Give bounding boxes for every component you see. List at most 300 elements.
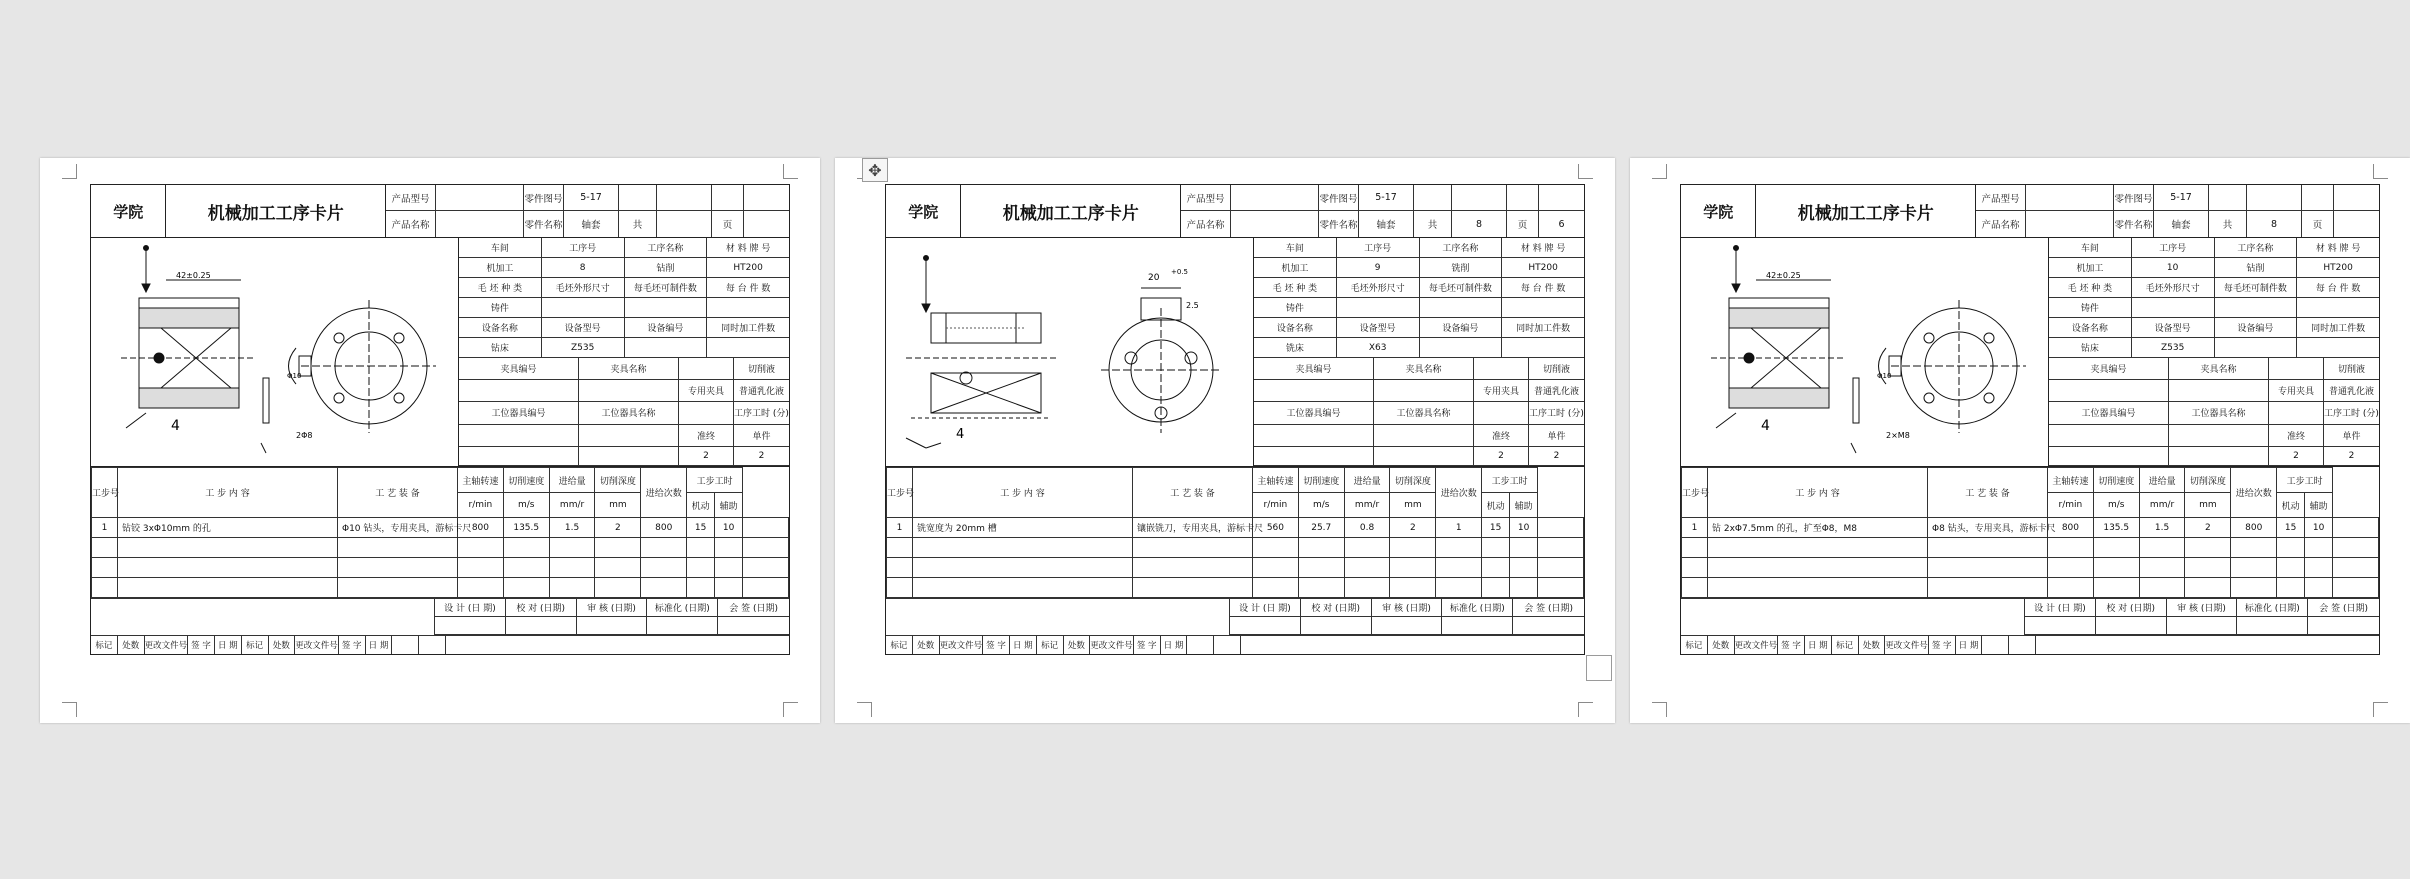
signature-grid: [1230, 599, 1584, 635]
step-no: 1: [887, 518, 913, 538]
revision-label: 更改文件号: [145, 636, 189, 654]
card-title: 机械加工工序卡片: [1756, 185, 1976, 237]
tooling-grid: [1254, 358, 1584, 466]
info-cell: 设备型号: [542, 318, 625, 337]
revision-label: 日 期: [1010, 636, 1037, 654]
info-cell: 钻床: [2049, 338, 2132, 357]
cell: [2333, 578, 2379, 598]
part-name: 轴套: [1359, 211, 1414, 237]
total-pages-label: 共: [2209, 211, 2247, 237]
unit: r/min: [1253, 493, 1299, 518]
col-step-no: 工步号: [1682, 468, 1708, 518]
info-row: [459, 338, 789, 358]
cell: [2093, 578, 2139, 598]
info-cell: Z535: [2132, 338, 2215, 357]
cell: [1682, 578, 1708, 598]
info-row: [2049, 278, 2379, 298]
cell: [506, 617, 577, 635]
unit: mm: [2185, 493, 2231, 518]
revision-label: 日 期: [1161, 636, 1188, 654]
cell: [1682, 538, 1708, 558]
cell: [458, 578, 504, 598]
table-row: [887, 518, 1584, 538]
col-time: 工步工时: [687, 468, 743, 493]
header-grid: [1976, 185, 2379, 237]
part-drawing: [1681, 238, 2048, 466]
step-machine: 15: [1482, 518, 1510, 538]
info-cell: [707, 338, 789, 357]
cell: [1681, 599, 2025, 635]
process-card: [885, 184, 1585, 655]
info-row: [1254, 318, 1584, 338]
cell: [2231, 558, 2277, 578]
cell: [2269, 358, 2324, 380]
cell: [1253, 578, 1299, 598]
crop-mark: [2373, 702, 2388, 717]
info-cell: HT200: [2323, 262, 2353, 273]
cell: [2036, 636, 2379, 654]
cell: [1474, 402, 1529, 424]
cell: [743, 578, 789, 598]
process-card: [90, 184, 790, 655]
document-page[interactable]: [1630, 158, 2410, 723]
process-info: [459, 238, 789, 466]
info-cell: HT200: [733, 262, 763, 273]
revision-label: 日 期: [215, 636, 242, 654]
revision-label: 标记: [242, 636, 269, 654]
signature-label: 设 计 (日 期): [435, 599, 506, 617]
info-cell: [1420, 298, 1503, 317]
part-name-label: 零件名称: [524, 211, 564, 237]
info-cell: 毛坯外形尺寸: [1337, 278, 1420, 297]
info-cell: [2215, 338, 2298, 357]
cell: [1374, 425, 1474, 447]
info-cell: 车间: [2049, 238, 2132, 257]
signature-label: 会 签 (日期): [2308, 599, 2379, 617]
table-row: [1682, 538, 2379, 558]
cell: [549, 558, 595, 578]
signature-label: 标准化 (日期): [647, 599, 718, 617]
cell: [2308, 617, 2379, 635]
cell: [2185, 538, 2231, 558]
cell: [435, 617, 506, 635]
cell: [2139, 558, 2185, 578]
info-cell: 工序名称: [1420, 238, 1503, 257]
cell: [1708, 578, 1928, 598]
cell: [92, 558, 118, 578]
step-machine: 15: [2277, 518, 2305, 538]
product-model: [1231, 185, 1319, 211]
cell: [2009, 636, 2036, 654]
step-equipment: Φ10 钻头，专用夹具，游标卡尺: [338, 518, 458, 538]
part-drawing: [886, 238, 1253, 466]
drawing-area: [1681, 238, 2049, 466]
cell: [913, 538, 1133, 558]
cell: [1474, 358, 1529, 380]
cell: [641, 558, 687, 578]
document-page[interactable]: [40, 158, 820, 723]
revision-label: 处数: [1708, 636, 1735, 654]
cell: [2209, 185, 2247, 211]
cell: [2305, 578, 2333, 598]
product-model: [2026, 185, 2114, 211]
cell: [687, 578, 715, 598]
info-cell: [2297, 338, 2379, 357]
cell: [2048, 538, 2094, 558]
info-cell: [2132, 298, 2215, 317]
info-cell: 每毛坯可制件数: [2215, 278, 2298, 297]
unit: r/min: [2048, 493, 2094, 518]
signature-label: 校 对 (日期): [2096, 599, 2167, 617]
fixture-name-label: 夹具名称: [579, 358, 679, 380]
part-no: 5-17: [564, 185, 619, 211]
card-header: [91, 185, 789, 238]
cell: [2277, 538, 2305, 558]
drawing-area: [91, 238, 459, 466]
unit: mm/r: [549, 493, 595, 518]
crop-mark: [1578, 164, 1593, 179]
info-cell: 8: [542, 258, 625, 277]
cell: [1507, 185, 1539, 211]
cell: [1372, 617, 1443, 635]
step-feed: 1.5: [2139, 518, 2185, 538]
part-name-label: 零件名称: [1319, 211, 1359, 237]
coolant-label: 切削液: [734, 358, 789, 380]
col-depth: 切削深度: [595, 468, 641, 493]
total-pages-label: 共: [619, 211, 657, 237]
cell: [2049, 380, 2169, 402]
signature-label: 审 核 (日期): [2167, 599, 2238, 617]
cell: [2139, 578, 2185, 598]
prep-time-value: 2: [1474, 447, 1529, 466]
info-cell: 同时加工件数: [2311, 324, 2366, 334]
revision-label: 处数: [118, 636, 145, 654]
info-cell: 每 台 件 数: [725, 284, 771, 294]
cell: [1436, 558, 1482, 578]
coolant-label: 切削液: [2324, 358, 2379, 380]
step-depth: 2: [595, 518, 641, 538]
total-pages-label: 共: [1414, 211, 1452, 237]
cell: [2231, 538, 2277, 558]
step-passes: 800: [2231, 518, 2277, 538]
cell: [1928, 538, 2048, 558]
info-cell: [1420, 338, 1503, 357]
col-cut-speed: 切削速度: [2093, 468, 2139, 493]
col-equipment: 工 艺 装 备: [338, 468, 458, 518]
total-pages: 8: [2247, 211, 2302, 237]
part-no: 5-17: [2154, 185, 2209, 211]
info-cell: 机加工: [459, 258, 542, 277]
info-cell: 设备编号: [1420, 318, 1503, 337]
cell: [913, 558, 1133, 578]
product-model-label: 产品型号: [1181, 185, 1231, 211]
cell: [419, 636, 446, 654]
step-cut-speed: 25.7: [1298, 518, 1344, 538]
info-cell: 工序号: [1337, 238, 1420, 257]
product-name: [2026, 211, 2114, 237]
steps-table: [1681, 467, 2379, 598]
cell: [2269, 402, 2324, 424]
col-passes: 进给次数: [1436, 468, 1482, 518]
part-drawing: [91, 238, 458, 466]
revision-label: 更改文件号: [1090, 636, 1134, 654]
drawing-area: [886, 238, 1254, 466]
signature-label: 会 签 (日期): [1513, 599, 1584, 617]
table-row: [1682, 558, 2379, 578]
cell: [715, 578, 743, 598]
unit-time-value: 2: [2324, 447, 2379, 466]
cell: [1344, 558, 1390, 578]
info-row: [2049, 298, 2379, 318]
info-cell: 钻床: [459, 338, 542, 357]
info-cell: HT200: [1528, 262, 1558, 273]
table-move-handle-icon[interactable]: ✥: [862, 158, 888, 182]
info-cell: [2215, 298, 2298, 317]
table-row: [92, 518, 789, 538]
cell: [1513, 617, 1584, 635]
cell: [459, 380, 579, 402]
table-header: [887, 468, 1584, 493]
drawing-note: 4: [956, 427, 965, 442]
info-cell: 毛坯外形尺寸: [542, 278, 625, 297]
info-row: [2049, 338, 2379, 358]
info-cell: 设备型号: [1337, 318, 1420, 337]
cell: [595, 578, 641, 598]
cell: [887, 558, 913, 578]
info-row: [459, 298, 789, 318]
info-cell: 工序名称: [2215, 238, 2298, 257]
col-content: 工 步 内 容: [1708, 468, 1928, 518]
total-pages: 8: [1452, 211, 1507, 237]
info-cell: 机加工: [1254, 258, 1337, 277]
col-feed: 进给量: [2139, 468, 2185, 493]
signature-label: 校 对 (日期): [1301, 599, 1372, 617]
revision-label: 签 字: [339, 636, 366, 654]
page-number: [744, 211, 789, 237]
prep-time-value: 2: [679, 447, 734, 466]
cell: [1538, 558, 1584, 578]
col-aux: 辅助: [1510, 493, 1538, 518]
coolant-value: 普通乳化液: [734, 380, 789, 402]
cell: [1482, 578, 1510, 598]
revision-label: 日 期: [366, 636, 393, 654]
signature-label: 标准化 (日期): [1442, 599, 1513, 617]
signature-grid: [2025, 599, 2379, 635]
steps-table: [886, 467, 1584, 598]
info-cell: 每 台 件 数: [1520, 284, 1566, 294]
unit: m/s: [2093, 493, 2139, 518]
cell: [118, 558, 338, 578]
header-grid: [1181, 185, 1584, 237]
col-machine: 机动: [687, 493, 715, 518]
info-cell: 设备名称: [2049, 318, 2132, 337]
cell: [1390, 558, 1436, 578]
cell: [2049, 425, 2169, 447]
part-no: 5-17: [1359, 185, 1414, 211]
tool-no-label: 工位器具编号: [2049, 402, 2169, 424]
document-page[interactable]: [835, 158, 1615, 723]
cell: [92, 578, 118, 598]
info-cell: 钻削: [625, 258, 708, 277]
revision-label: 标记: [1681, 636, 1708, 654]
process-card: [1680, 184, 2380, 655]
drawing-note: 4: [1761, 418, 1770, 434]
unit: mm/r: [2139, 493, 2185, 518]
cell: [1708, 558, 1928, 578]
revision-label: 日 期: [1956, 636, 1983, 654]
revision-label: 更改文件号: [1885, 636, 1929, 654]
dim-c: Φ10: [1877, 372, 1892, 380]
info-cell: 10: [2132, 258, 2215, 277]
tool-no-label: 工位器具编号: [1254, 402, 1374, 424]
table-row: [92, 538, 789, 558]
cell: [338, 538, 458, 558]
dim-b: +0.5: [1171, 268, 1188, 276]
info-cell: 毛坯外形尺寸: [2132, 278, 2215, 297]
info-cell: 设备型号: [2132, 318, 2215, 337]
info-cell: 铣削: [1420, 258, 1503, 277]
cell: [641, 578, 687, 598]
cell: [1414, 185, 1452, 211]
tool-name-label: 工位器具名称: [579, 402, 679, 424]
dim-b: 2Φ8: [296, 431, 313, 440]
cell: [579, 447, 679, 466]
cell: [619, 185, 657, 211]
cell: [743, 518, 789, 538]
step-equipment: Φ8 钻头，专用夹具，游标卡尺: [1928, 518, 2048, 538]
info-cell: 设备名称: [459, 318, 542, 337]
cell: [715, 558, 743, 578]
info-cell: 铣床: [1254, 338, 1337, 357]
cell: [1374, 380, 1474, 402]
card-body: [1681, 238, 2379, 467]
info-cell: 工序号: [2132, 238, 2215, 257]
signature-grid: [435, 599, 789, 635]
part-name: 轴套: [2154, 211, 2209, 237]
revision-label: 签 字: [983, 636, 1010, 654]
cell: [886, 599, 1230, 635]
table-header: [92, 468, 789, 493]
unit: mm: [1390, 493, 1436, 518]
info-cell: [1337, 298, 1420, 317]
cell: [1436, 538, 1482, 558]
cell: [1510, 558, 1538, 578]
cell: [458, 538, 504, 558]
revision-label: 更改文件号: [295, 636, 339, 654]
unit: r/min: [458, 493, 504, 518]
cell: [1482, 558, 1510, 578]
cell: [657, 185, 712, 211]
signature-label: 会 签 (日期): [718, 599, 789, 617]
col-aux: 辅助: [2305, 493, 2333, 518]
cell: [1510, 578, 1538, 598]
step-aux: 10: [1510, 518, 1538, 538]
info-cell: 毛 坯 种 类: [1254, 278, 1337, 297]
revision-label: 标记: [886, 636, 913, 654]
card-title: 机械加工工序卡片: [961, 185, 1181, 237]
col-feed: 进给量: [549, 468, 595, 493]
col-content: 工 步 内 容: [118, 468, 338, 518]
cell: [2334, 185, 2379, 211]
col-equipment: 工 艺 装 备: [1133, 468, 1253, 518]
cell: [1442, 617, 1513, 635]
cell: [338, 558, 458, 578]
school-name: 学院: [91, 185, 166, 237]
coolant-value: 普通乳化液: [2324, 380, 2379, 402]
product-name-label: 产品名称: [386, 211, 436, 237]
col-speed: 主轴转速: [458, 468, 504, 493]
info-cell: 钻削: [2215, 258, 2298, 277]
unit-time-value: 2: [1529, 447, 1584, 466]
part-no-label: 零件图号: [1319, 185, 1359, 211]
tool-name-label: 工位器具名称: [1374, 402, 1474, 424]
cell: [2169, 425, 2269, 447]
step-content: 钻铰 3xΦ10mm 的孔: [118, 518, 338, 538]
step-equipment: 镶嵌铣刀，专用夹具，游标卡尺: [1133, 518, 1253, 538]
cell: [887, 578, 913, 598]
info-cell: [2297, 298, 2379, 317]
cell: [2333, 538, 2379, 558]
info-cell: [1502, 298, 1584, 317]
crop-mark: [62, 702, 77, 717]
special-fixture: 专用夹具: [1474, 380, 1529, 402]
tool-name-label: 工位器具名称: [2169, 402, 2269, 424]
step-depth: 2: [1390, 518, 1436, 538]
info-row: [2049, 238, 2379, 258]
cell: [118, 538, 338, 558]
cell: [2049, 447, 2169, 466]
info-row: [459, 278, 789, 298]
page-label: 页: [2302, 211, 2334, 237]
cell: [687, 558, 715, 578]
prep-time-label: 准终: [2269, 425, 2324, 447]
cell: [1133, 538, 1253, 558]
cell: [743, 538, 789, 558]
table-resize-handle[interactable]: [1586, 655, 1612, 681]
info-cell: 同时加工件数: [1516, 324, 1571, 334]
page-label: 页: [1507, 211, 1539, 237]
table-row: [1682, 518, 2379, 538]
info-cell: 9: [1337, 258, 1420, 277]
cell: [2305, 538, 2333, 558]
cell: [458, 558, 504, 578]
product-name-label: 产品名称: [1976, 211, 2026, 237]
info-cell: [625, 338, 708, 357]
cell: [887, 538, 913, 558]
cell: [579, 380, 679, 402]
unit-time-label: 单件: [1529, 425, 1584, 447]
col-cut-speed: 切削速度: [1298, 468, 1344, 493]
table-row: [887, 538, 1584, 558]
info-cell: [1502, 338, 1584, 357]
special-fixture: 专用夹具: [2269, 380, 2324, 402]
process-info: [2049, 238, 2379, 466]
revision-row: [1681, 635, 2379, 654]
cell: [91, 599, 435, 635]
cell: [744, 185, 789, 211]
dim-c: Φ10: [287, 372, 302, 380]
tooling-grid: [459, 358, 789, 466]
step-no: 1: [1682, 518, 1708, 538]
product-name-label: 产品名称: [1181, 211, 1231, 237]
revision-label: 处数: [1064, 636, 1091, 654]
page-number: 6: [1558, 218, 1565, 230]
revision-label: 标记: [1832, 636, 1859, 654]
signature-label: 审 核 (日期): [1372, 599, 1443, 617]
cell: [712, 185, 744, 211]
signature-label: 设 计 (日 期): [2025, 599, 2096, 617]
step-speed: 800: [458, 518, 504, 538]
